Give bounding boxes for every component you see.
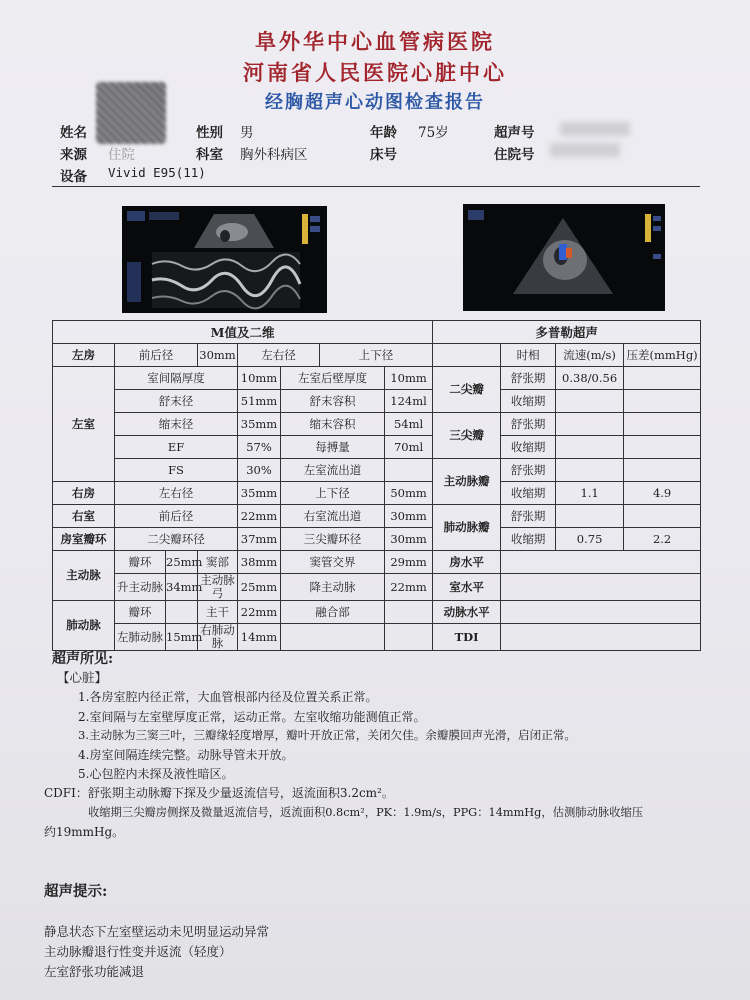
lv-edv-label: 舒末容积: [281, 390, 385, 413]
rvot-value: 30mm: [385, 505, 433, 528]
echo-image-m-mode: [122, 206, 327, 313]
ra-si-value: 50mm: [385, 482, 433, 505]
pa-label: 肺动脉: [53, 601, 115, 651]
ao-annulus-label: 瓣环: [115, 551, 166, 574]
ra-lr-label: 左右径: [115, 482, 238, 505]
lv-ivs-label: 室间隔厚度: [115, 367, 238, 390]
ao-ascending-label: 升主动脉: [115, 574, 166, 601]
tv-annulus-label: 三尖瓣环径: [281, 528, 385, 551]
lv-sv-value: 70ml: [385, 436, 433, 459]
lv-sv-label: 每搏量: [281, 436, 385, 459]
aortic-sys-label: 收缩期: [501, 482, 556, 505]
ao-descending-label: 降主动脉: [281, 574, 385, 601]
finding-item: 4.房室间隔连续完整。动脉导管未开放。: [78, 748, 294, 762]
source-label: 来源: [60, 147, 87, 163]
mv-annulus-label: 二尖瓣环径: [115, 528, 238, 551]
pa-bifurcation-value: [385, 601, 433, 624]
dept-value: 胸外科病区: [240, 147, 308, 163]
bed-label: 床号: [370, 147, 397, 163]
mv-annulus-value: 37mm: [238, 528, 281, 551]
finding-item: 1.各房室腔内径正常，大血管根部内径及位置关系正常。: [78, 690, 378, 704]
lv-pw-label: 左室后壁厚度: [281, 367, 385, 390]
m-mode-header: M值及二维: [53, 321, 433, 344]
cdfi-line-2: 收缩期三尖瓣房侧探及微量返流信号，返流面积0.8cm²，PK：1.9m/s，PPG：14mmHg，估测肺动脉收缩压: [88, 806, 644, 819]
lv-pw-value: 10mm: [385, 367, 433, 390]
lv-ivs-value: 10mm: [238, 367, 281, 390]
la-ap-label: 前后径: [115, 344, 198, 367]
lv-fs-value: 30%: [238, 459, 281, 482]
mitral-dia-label: 舒张期: [501, 367, 556, 390]
pressure-label: 压差(mmHg): [624, 344, 701, 367]
report-title: 经胸超声心动图检查报告: [265, 92, 485, 113]
ra-si-label: 上下径: [281, 482, 385, 505]
ao-stj-value: 29mm: [385, 551, 433, 574]
echo-image-doppler: [463, 204, 665, 311]
aorta-label: 主动脉: [53, 551, 115, 601]
empty-cell: [281, 624, 385, 651]
ao-arch-value: 25mm: [238, 574, 281, 601]
cdfi-line-1: CDFI：舒张期主动脉瓣下探及少量返流信号，返流面积3.2cm²。: [44, 786, 394, 800]
lv-label: 左室: [53, 367, 115, 482]
tdi-label: TDI: [433, 624, 501, 651]
conclusion-item: 静息状态下左室壁运动未见明显运动异常: [44, 924, 270, 939]
finding-item: 3.主动脉为三窦三叶，三瓣缘轻度增厚，瓣叶开放正常，关闭欠佳。余瓣膜回声光滑，启闭正常。: [78, 728, 577, 742]
pulm-sys-pressure: 2.2: [624, 528, 701, 551]
lvot-value: [385, 459, 433, 482]
measurement-table: [52, 320, 701, 651]
lv-ef-label: EF: [115, 436, 238, 459]
tv-annulus-value: 30mm: [385, 528, 433, 551]
lv-esd-value: 35mm: [238, 413, 281, 436]
la-si-label: 上下径: [320, 344, 433, 367]
pulmonary-valve-label: 肺动脉瓣: [433, 505, 501, 551]
lv-esd-label: 缩末径: [115, 413, 238, 436]
mitral-dia-velocity: 0.38/0.56: [556, 367, 624, 390]
la-lr-label: 左右径: [238, 344, 320, 367]
name-redaction: [96, 82, 166, 144]
pa-bifurcation-label: 融合部: [281, 601, 385, 624]
finding-item: 2.室间隔与左室壁厚度正常，运动正常。左室收缩功能测值正常。: [78, 710, 426, 724]
conclusion-item: 左室舒张功能减退: [44, 964, 145, 979]
phase-label: 时相: [501, 344, 556, 367]
conclusion-item: 主动脉瓣退行性变并返流（轻度）: [44, 944, 232, 959]
us-no-label: 超声号: [494, 125, 535, 141]
lpa-label: 左肺动脉: [115, 624, 166, 651]
findings-title: 超声所见:: [52, 651, 114, 667]
pa-trunk-label: 主干: [198, 601, 238, 624]
lvot-label: 左室流出道: [281, 459, 385, 482]
lv-fs-label: FS: [115, 459, 238, 482]
device-label: 设备: [60, 169, 87, 185]
lv-esv-value: 54ml: [385, 413, 433, 436]
hospital-name: 阜外华中心血管病医院: [255, 29, 495, 54]
source-value: 住院: [108, 147, 135, 163]
lv-edv-value: 124ml: [385, 390, 433, 413]
header-divider: [52, 186, 700, 187]
admission-label: 住院号: [494, 147, 535, 163]
ao-ascending-value: 34mm: [166, 574, 198, 601]
doppler-header: 多普勒超声: [433, 321, 701, 344]
aortic-sys-pressure: 4.9: [624, 482, 701, 505]
lpa-value: 15mm: [166, 624, 198, 651]
ventricular-level-label: 室水平: [433, 574, 501, 601]
ao-stj-label: 窦管交界: [281, 551, 385, 574]
ao-arch-label: 主动脉弓: [198, 574, 238, 601]
ao-sinus-value: 38mm: [238, 551, 281, 574]
avr-label: 房室瓣环: [53, 528, 115, 551]
dept-label: 科室: [196, 147, 223, 163]
admission-redaction: [550, 143, 620, 157]
device-value: Vivid E95(11): [108, 165, 206, 180]
name-label: 姓名: [60, 125, 87, 141]
lv-edd-value: 51mm: [238, 390, 281, 413]
empty-cell: [385, 624, 433, 651]
ao-annulus-value: 25mm: [166, 551, 198, 574]
ao-sinus-label: 窦部: [198, 551, 238, 574]
ra-lr-value: 35mm: [238, 482, 281, 505]
arterial-level-label: 动脉水平: [433, 601, 501, 624]
us-no-redaction: [560, 122, 630, 136]
pa-annulus-label: 瓣环: [115, 601, 166, 624]
aortic-valve-label: 主动脉瓣: [433, 459, 501, 505]
rpa-label: 右肺动脉: [198, 624, 238, 651]
pa-trunk-value: 22mm: [238, 601, 281, 624]
rpa-value: 14mm: [238, 624, 281, 651]
sex-label: 性别: [196, 125, 223, 141]
pulm-sys-label: 收缩期: [501, 528, 556, 551]
heart-label: 【心脏】: [57, 670, 108, 685]
lv-esv-label: 缩末容积: [281, 413, 385, 436]
tricuspid-sys-label: 收缩期: [501, 436, 556, 459]
tricuspid-dia-label: 舒张期: [501, 413, 556, 436]
lv-edd-label: 舒末径: [115, 390, 238, 413]
aortic-sys-velocity: 1.1: [556, 482, 624, 505]
finding-item: 5.心包腔内未探及液性暗区。: [78, 767, 234, 781]
la-label: 左房: [53, 344, 115, 367]
rvot-label: 右室流出道: [281, 505, 385, 528]
rv-ap-label: 前后径: [115, 505, 238, 528]
pulm-sys-velocity: 0.75: [556, 528, 624, 551]
rv-label: 右室: [53, 505, 115, 528]
pulm-dia-label: 舒张期: [501, 505, 556, 528]
lv-ef-value: 57%: [238, 436, 281, 459]
ra-label: 右房: [53, 482, 115, 505]
la-ap-value: 30mm: [198, 344, 238, 367]
pa-annulus-value: [166, 601, 198, 624]
aortic-dia-label: 舒张期: [501, 459, 556, 482]
mitral-label: 二尖瓣: [433, 367, 501, 413]
tricuspid-label: 三尖瓣: [433, 413, 501, 459]
age-value: 75岁: [418, 125, 449, 141]
hospital-subname: 河南省人民医院心脏中心: [243, 60, 507, 85]
mitral-sys-label: 收缩期: [501, 390, 556, 413]
cdfi-line-3: 约19mmHg。: [44, 825, 125, 839]
velocity-label: 流速(m/s): [556, 344, 624, 367]
ao-descending-value: 22mm: [385, 574, 433, 601]
conclusion-title: 超声提示:: [44, 883, 108, 900]
sex-value: 男: [240, 125, 254, 141]
atrial-level-label: 房水平: [433, 551, 501, 574]
age-label: 年龄: [370, 125, 397, 141]
rv-ap-value: 22mm: [238, 505, 281, 528]
